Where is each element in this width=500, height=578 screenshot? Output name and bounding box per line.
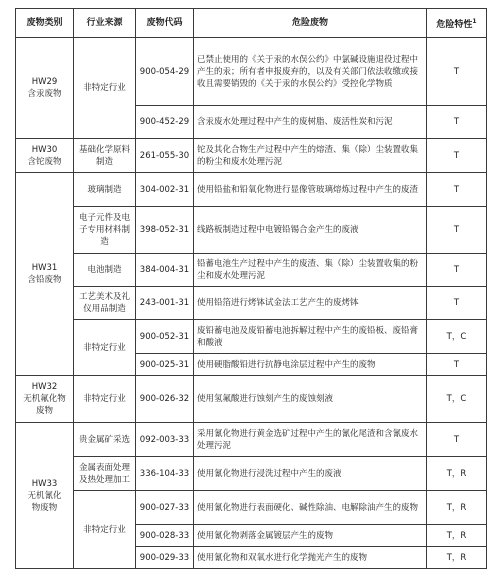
waste-description: 铅蓄电池生产过程中产生的废渣、集（除）尘装置收集的粉尘和废水处理污泥 bbox=[194, 254, 427, 287]
table-row bbox=[16, 491, 487, 525]
waste-code: 900-452-29 bbox=[136, 106, 194, 139]
header-hazard-footnote: 1 bbox=[472, 17, 477, 25]
industry-cell: 非特定行业 bbox=[74, 376, 136, 423]
industry-cell: 非特定行业 bbox=[74, 38, 136, 139]
document-page bbox=[15, 8, 486, 569]
category-name: 无机氟化物 bbox=[23, 394, 66, 404]
category-code: HW31 bbox=[31, 263, 58, 273]
waste-description: 采用氰化物进行黄金选矿过程中产生的氰化尾渣和含氰废水处理污泥 bbox=[194, 423, 427, 457]
waste-description: 使用氰化物剥落金属镀层产生的废物 bbox=[194, 525, 427, 547]
table-row bbox=[16, 376, 487, 423]
table-row bbox=[16, 287, 487, 320]
waste-code: 304-002-31 bbox=[136, 173, 194, 207]
waste-code: 900-026-32 bbox=[136, 376, 194, 423]
waste-description: 使用铅盐和铅氧化物进行显像管玻璃熔炼过程中产生的废渣 bbox=[194, 173, 427, 207]
category-hw33 bbox=[16, 423, 74, 569]
industry-cell: 工艺美术及礼仪用品制造 bbox=[74, 287, 136, 320]
waste-description: 铊及其化合物生产过程中产生的熔渣、集（除）尘装置收集的粉尘和废水处理污泥 bbox=[194, 139, 427, 173]
category-code: HW30 bbox=[31, 144, 58, 155]
header-hazard-label: 危险特性 bbox=[436, 19, 473, 30]
waste-description: 含汞废水处理过程中产生的废树脂、废活性炭和污泥 bbox=[194, 106, 427, 139]
table-row bbox=[16, 139, 487, 173]
category-hw32 bbox=[16, 376, 74, 423]
waste-code: 092-003-33 bbox=[136, 423, 194, 457]
hazard-cell: T bbox=[427, 354, 487, 376]
hazard-cell: T bbox=[427, 287, 487, 320]
waste-code: 243-001-31 bbox=[136, 287, 194, 320]
hazard-cell: T，R bbox=[427, 491, 487, 525]
category-code: HW33 bbox=[31, 478, 58, 489]
waste-description: 使用硬脂酸铅进行抗静电涂层过程中产生的废物 bbox=[194, 354, 427, 376]
waste-code: 900-054-29 bbox=[136, 38, 194, 106]
waste-description: 使用氰化物进行浸洗过程中产生的废液 bbox=[194, 457, 427, 491]
category-code: HW29 bbox=[31, 77, 58, 87]
hazard-cell: T bbox=[427, 106, 487, 139]
hazard-cell: T bbox=[427, 207, 487, 254]
category-name-cont: 物废物 bbox=[31, 502, 58, 513]
header-industry: 行业来源 bbox=[74, 9, 136, 38]
hazard-cell: T bbox=[427, 38, 487, 106]
waste-code: 900-025-31 bbox=[136, 354, 194, 376]
header-waste: 危险废物 bbox=[194, 9, 427, 38]
category-name: 含汞废物 bbox=[27, 89, 62, 99]
table-row bbox=[16, 320, 487, 354]
hazard-cell: T，R bbox=[427, 457, 487, 491]
table-row bbox=[16, 254, 487, 287]
hazard-cell: T bbox=[427, 139, 487, 173]
waste-code: 398-052-31 bbox=[136, 207, 194, 254]
category-name-cont: 废物 bbox=[35, 406, 53, 416]
hazard-cell: T bbox=[427, 254, 487, 287]
industry-cell: 金属表面处理及热处理加工 bbox=[74, 457, 136, 491]
hazard-cell: T，C bbox=[427, 320, 487, 354]
header-hazard bbox=[427, 9, 487, 38]
hazard-cell: T bbox=[427, 173, 487, 207]
industry-cell: 电池制造 bbox=[74, 254, 136, 287]
header-code: 废物代码 bbox=[136, 9, 194, 38]
category-name: 含铊废物 bbox=[27, 156, 62, 167]
waste-description: 使用氰化物和双氧水进行化学抛光产生的废物 bbox=[194, 547, 427, 569]
hazardous-waste-table bbox=[15, 8, 487, 569]
waste-code: 900-028-33 bbox=[136, 525, 194, 547]
table-row bbox=[16, 423, 487, 457]
category-code: HW32 bbox=[31, 382, 58, 392]
header-row bbox=[16, 9, 487, 38]
waste-code: 336-104-33 bbox=[136, 457, 194, 491]
header-category: 废物类别 bbox=[16, 9, 74, 38]
table-row bbox=[16, 207, 487, 254]
hazard-cell: T，C bbox=[427, 376, 487, 423]
industry-cell: 基础化学原料制造 bbox=[74, 139, 136, 173]
table-row bbox=[16, 38, 487, 106]
waste-description: 已禁止使用的《关于汞的水俣公约》中氯碱设施退役过程中产生的汞；所有者申报废弃的，以及有关部门依法收缴或接收且需要销毁的《关于汞的水俣公约》受控化学物质 bbox=[194, 38, 427, 106]
industry-cell: 电子元件及电子专用材料制造 bbox=[74, 207, 136, 254]
waste-code: 900-027-33 bbox=[136, 491, 194, 525]
waste-description: 使用氰化物进行表面硬化、碱性除油、电解除油产生的废物 bbox=[194, 491, 427, 525]
category-hw31 bbox=[16, 173, 74, 376]
waste-code: 900-029-33 bbox=[136, 547, 194, 569]
category-hw30 bbox=[16, 139, 74, 173]
table-row bbox=[16, 457, 487, 491]
hazard-cell: T，R bbox=[427, 525, 487, 547]
waste-code: 261-055-30 bbox=[136, 139, 194, 173]
hazard-cell: T bbox=[427, 423, 487, 457]
category-hw29 bbox=[16, 38, 74, 139]
category-name: 含铅废物 bbox=[27, 275, 62, 285]
hazard-cell: T，R bbox=[427, 547, 487, 569]
waste-description: 废铅蓄电池及废铅蓄电池拆解过程中产生的废铅板、废铅膏和酸液 bbox=[194, 320, 427, 354]
industry-cell: 非特定行业 bbox=[74, 491, 136, 569]
waste-description: 线路板制造过程中电镀铅锡合金产生的废液 bbox=[194, 207, 427, 254]
category-name: 无机氰化 bbox=[27, 490, 62, 501]
waste-code: 900-052-31 bbox=[136, 320, 194, 354]
waste-description: 使用氢氟酸进行蚀刻产生的废蚀刻液 bbox=[194, 376, 427, 423]
industry-cell: 非特定行业 bbox=[74, 320, 136, 376]
waste-code: 384-004-31 bbox=[136, 254, 194, 287]
industry-cell: 玻璃制造 bbox=[74, 173, 136, 207]
industry-cell: 贵金属矿采选 bbox=[74, 423, 136, 457]
table-row bbox=[16, 173, 487, 207]
waste-description: 使用铅箔进行烤钵试金法工艺产生的废烤钵 bbox=[194, 287, 427, 320]
